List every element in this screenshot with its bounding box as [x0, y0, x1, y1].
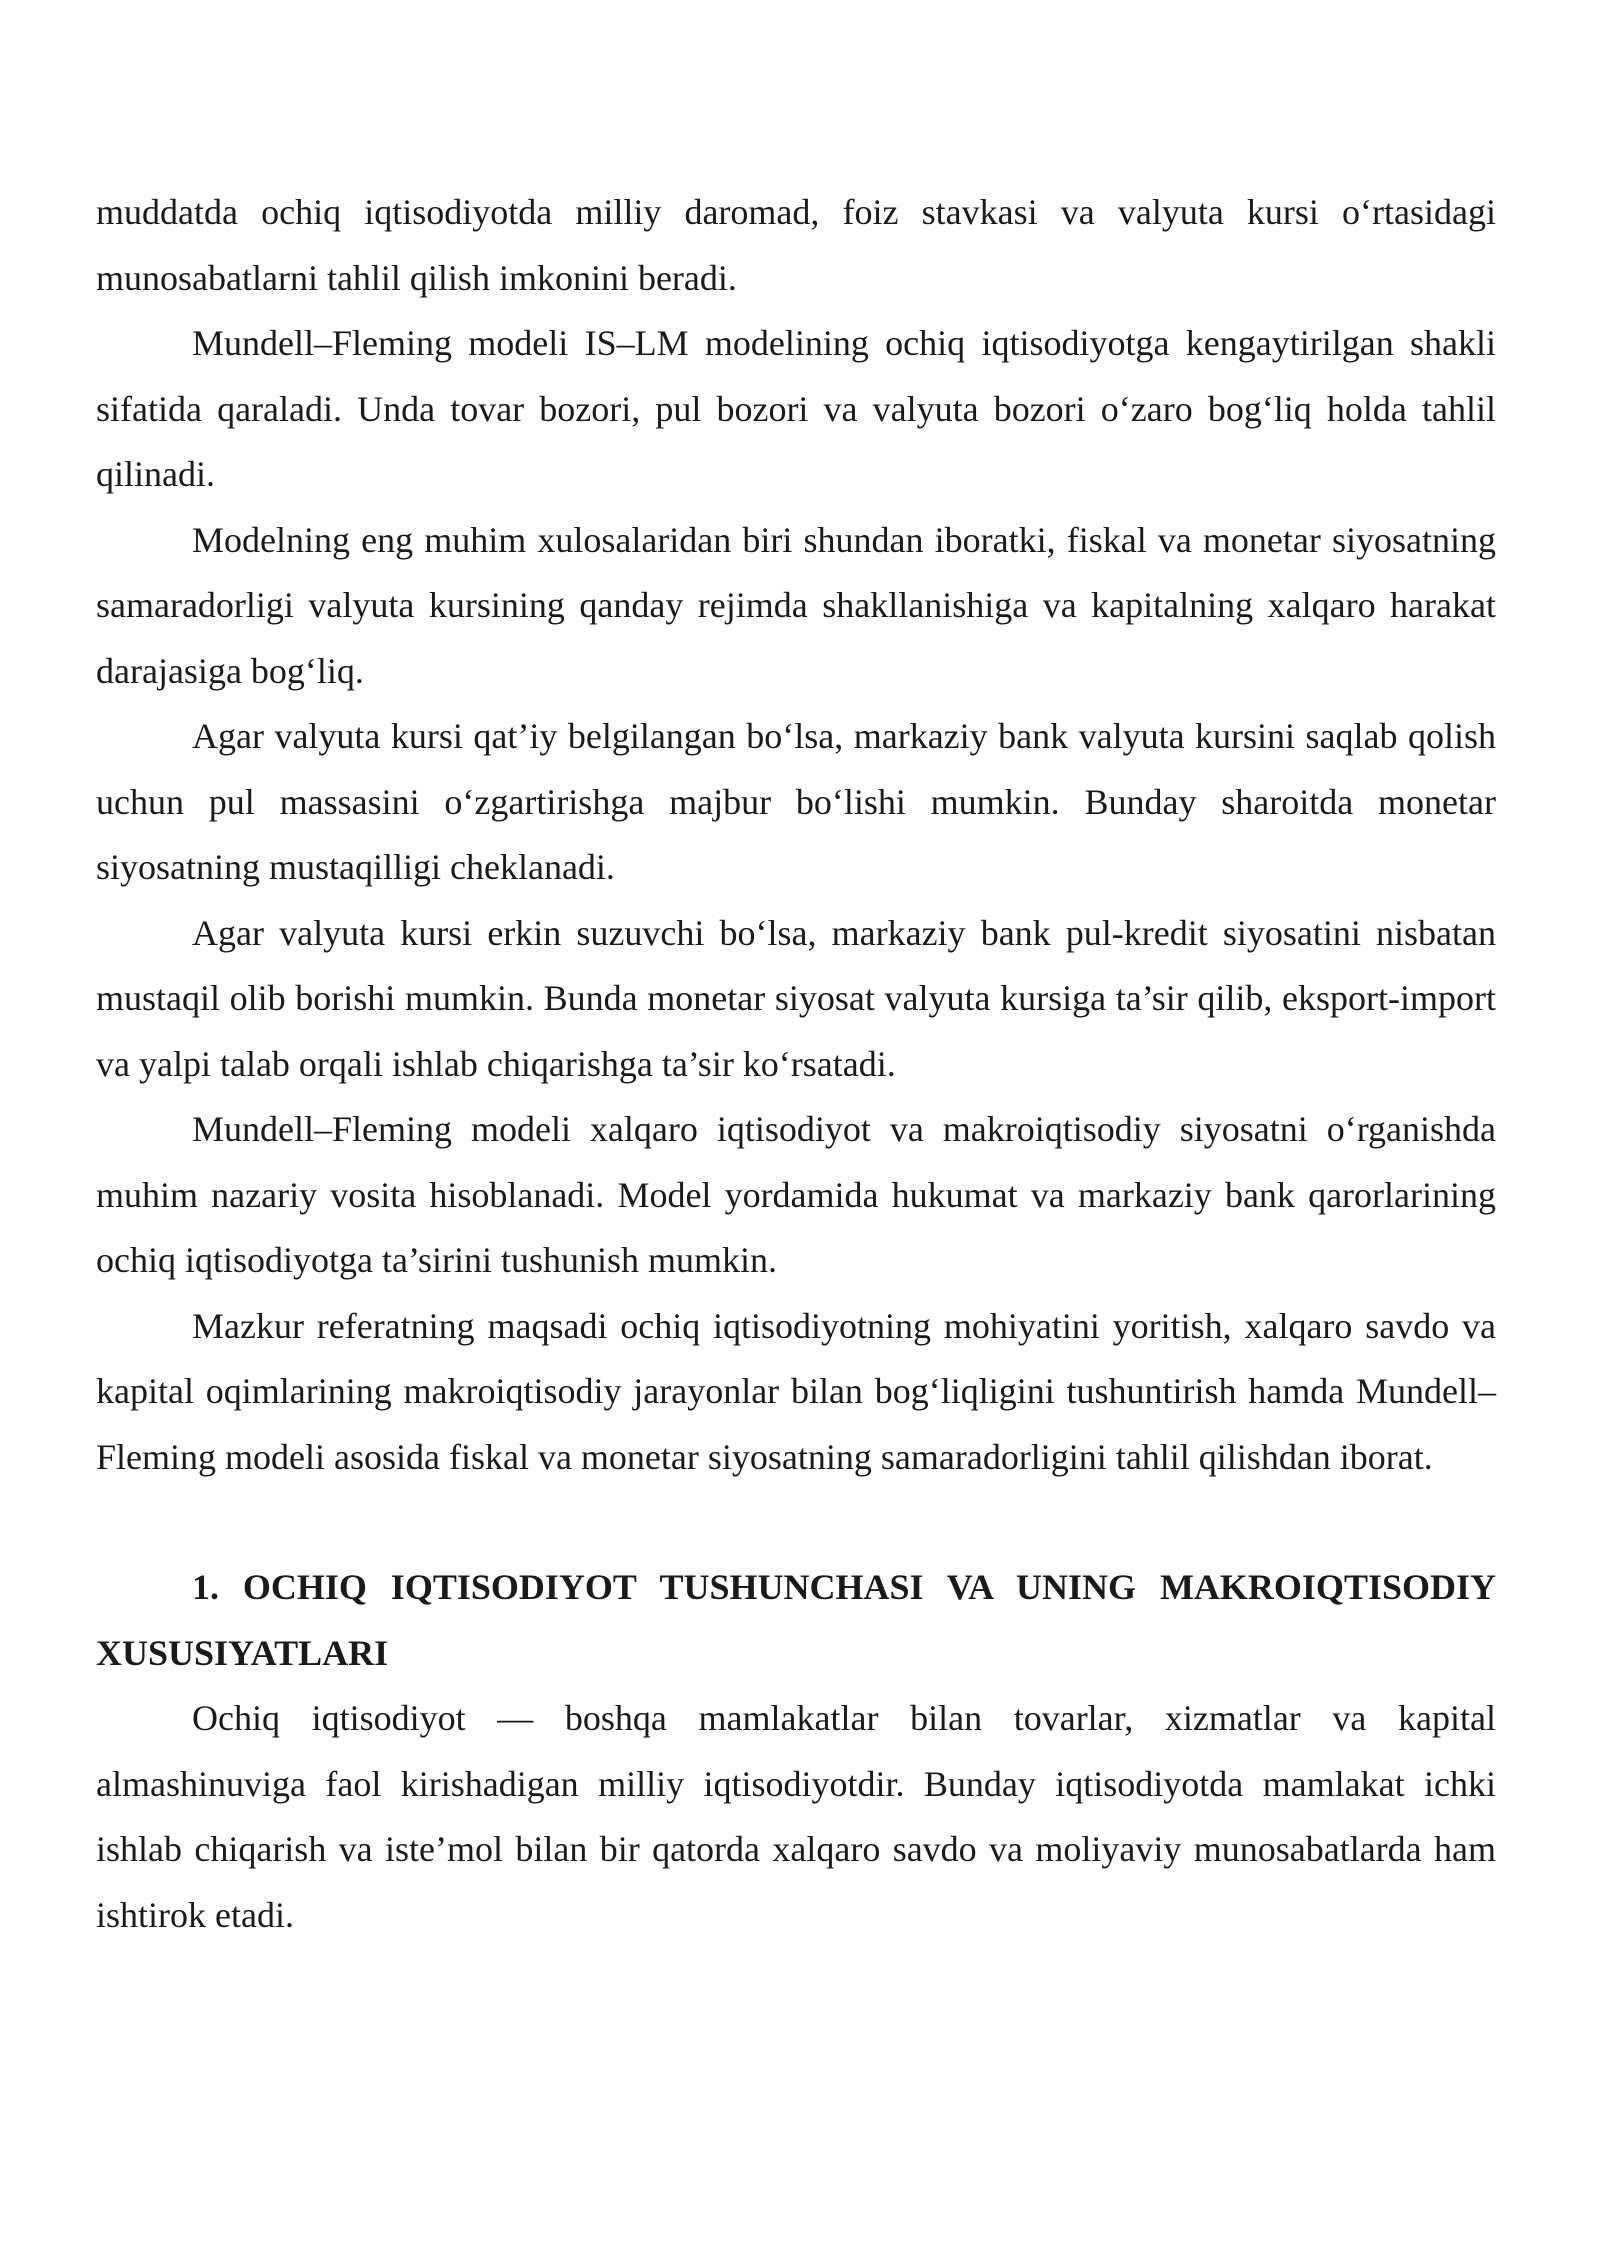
- paragraph-purpose: Mazkur referatning maqsadi ochiq iqtisodiyotning mohiyatini yoritish, xalqaro savdo va kapital oqimlarining makroiqtisodiy jarayonlar bilan bog‘liqligini tushuntirish hamda Mundell–Fleming modeli asosida fiskal va monetar siyosatning samaradorligini tahlil qilishdan iborat.: [96, 1305, 1496, 1477]
- document-page: [96, 180, 1496, 1948]
- paragraph-open-economy-definition: Ochiq iqtisodiyot — boshqa mamlakatlar bilan tovarlar, xizmatlar va kapital almashinuviga faol kirishadigan milliy iqtisodiyotdir. Bunday iqtisodiyotda mamlakat ichki ishlab chiqarish va iste’mol bilan bir qatorda xalqaro savdo va moliyaviy munosabatlarda ham ishtirok etadi.: [96, 1698, 1496, 1935]
- paragraph-model-conclusion: Modelning eng muhim xulosalaridan biri shundan iboratki, fiskal va monetar siyosatning samaradorligi valyuta kursining qanday rejimda shakllanishiga va kapitalning xalqaro harakat darajasiga bog‘liq.: [96, 519, 1496, 691]
- paragraph-model-importance: Mundell–Fleming modeli xalqaro iqtisodiyot va makroiqtisodiy siyosatni o‘rganishda muhim nazariy vosita hisoblanadi. Model yordamida hukumat va markaziy bank qarorlarining ochiq iqtisodiyotga ta’sirini tushunish mumkin.: [96, 1109, 1496, 1280]
- paragraph-continuation: muddatda ochiq iqtisodiyotda milliy daromad, foiz stavkasi va valyuta kursi o‘rtasidagi munosabatlarni tahlil qilish imkonini beradi.: [96, 192, 1496, 298]
- paragraph-floating-rate: Agar valyuta kursi erkin suzuvchi bo‘lsa, markaziy bank pul-kredit siyosatini nisbatan mustaqil olib borishi mumkin. Bunda monetar siyosat valyuta kursiga ta’sir qilib, eksport-import va yalpi talab orqali ishlab chiqarishga ta’sir ko‘rsatadi.: [96, 912, 1496, 1084]
- paragraph-fixed-rate: Agar valyuta kursi qat’iy belgilangan bo‘lsa, markaziy bank valyuta kursini saqlab qolish uchun pul massasini o‘zgartirishga majbur bo‘lishi mumkin. Bunday sharoitda monetar siyosatning mustaqilligi cheklanadi.: [96, 716, 1496, 887]
- section-heading: 1. OCHIQ IQTISODIYOT TUSHUNCHASI VA UNING MAKROIQTISODIY XUSUSIYATLARI: [96, 1567, 1496, 1673]
- paragraph-model-definition: Mundell–Fleming modeli IS–LM modelining ochiq iqtisodiyotga kengaytirilgan shakli sifatida qaraladi. Unda tovar bozori, pul bozori va valyuta bozori o‘zaro bog‘liq holda tahlil qilinadi.: [96, 323, 1496, 494]
